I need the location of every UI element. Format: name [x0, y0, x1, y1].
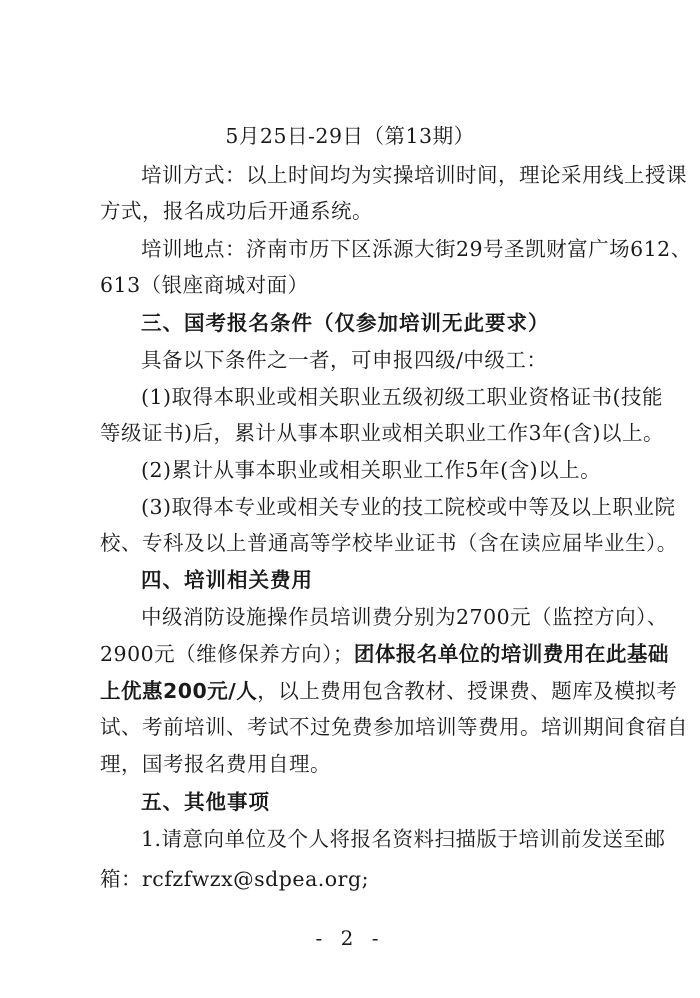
other-item-1-line-1: 1.请意向单位及个人将报名资料扫描版于培训前发送至邮: [141, 827, 666, 851]
fee-line-2: [100, 639, 669, 669]
training-method-line-1: 培训方式：以上时间均为实操培训时间，理论采用线上授课: [141, 163, 687, 187]
fee-line-3-normal: ，以上费用包含教材、授课费、题库及模拟考: [257, 679, 678, 703]
page-number: - 2 -: [315, 926, 385, 950]
fee-line-3-bold: 上优惠200元/人: [100, 679, 258, 703]
section-5-heading: 五、其他事项: [141, 790, 270, 814]
fee-line-2-normal: 2900元（维修保养方向）；: [100, 642, 354, 666]
condition-3-line-1: (3)取得本专业或相关专业的技工院校或中等及以上职业院: [141, 495, 676, 519]
condition-1-line-1: (1)取得本职业或相关职业五级初级工职业资格证书(技能: [141, 385, 664, 409]
condition-1-line-2: 等级证书)后，累计从事本职业或相关职业工作3年(含)以上。: [100, 421, 665, 445]
session-line: 5月25日-29日（第13期）: [225, 124, 475, 148]
condition-2: (2)累计从事本职业或相关职业工作5年(含)以上。: [141, 458, 602, 482]
section-3-heading: 三、国考报名条件（仅参加培训无此要求）: [141, 311, 550, 335]
training-method-line-2: 方式，报名成功后开通系统。: [100, 199, 373, 223]
condition-3-line-2: 校、专科及以上普通高等学校毕业证书（含在读应届毕业生）。: [100, 531, 678, 555]
fee-line-1: 中级消防设施操作员培训费分别为2700元（监控方向）、: [141, 605, 668, 629]
training-location-line-1: 培训地点：济南市历下区泺源大街29号圣凯财富广场612、: [141, 237, 692, 261]
fee-line-5: 理，国考报名费用自理。: [100, 752, 331, 776]
section-3-intro: 具备以下条件之一者，可申报四级/中级工：: [141, 348, 548, 372]
training-location-line-2: 613（银座商城对面）: [100, 273, 309, 297]
fee-line-4: 试、考前培训、考试不过免费参加培训等费用。培训期间食宿自: [100, 715, 688, 739]
section-4-heading: 四、培训相关费用: [141, 568, 313, 592]
other-item-1-line-2: 箱：rcfzfwzx@sdpea.org;: [100, 867, 369, 891]
fee-line-3: [100, 676, 678, 706]
fee-line-2-bold: 团体报名单位的培训费用在此基础: [353, 642, 669, 666]
